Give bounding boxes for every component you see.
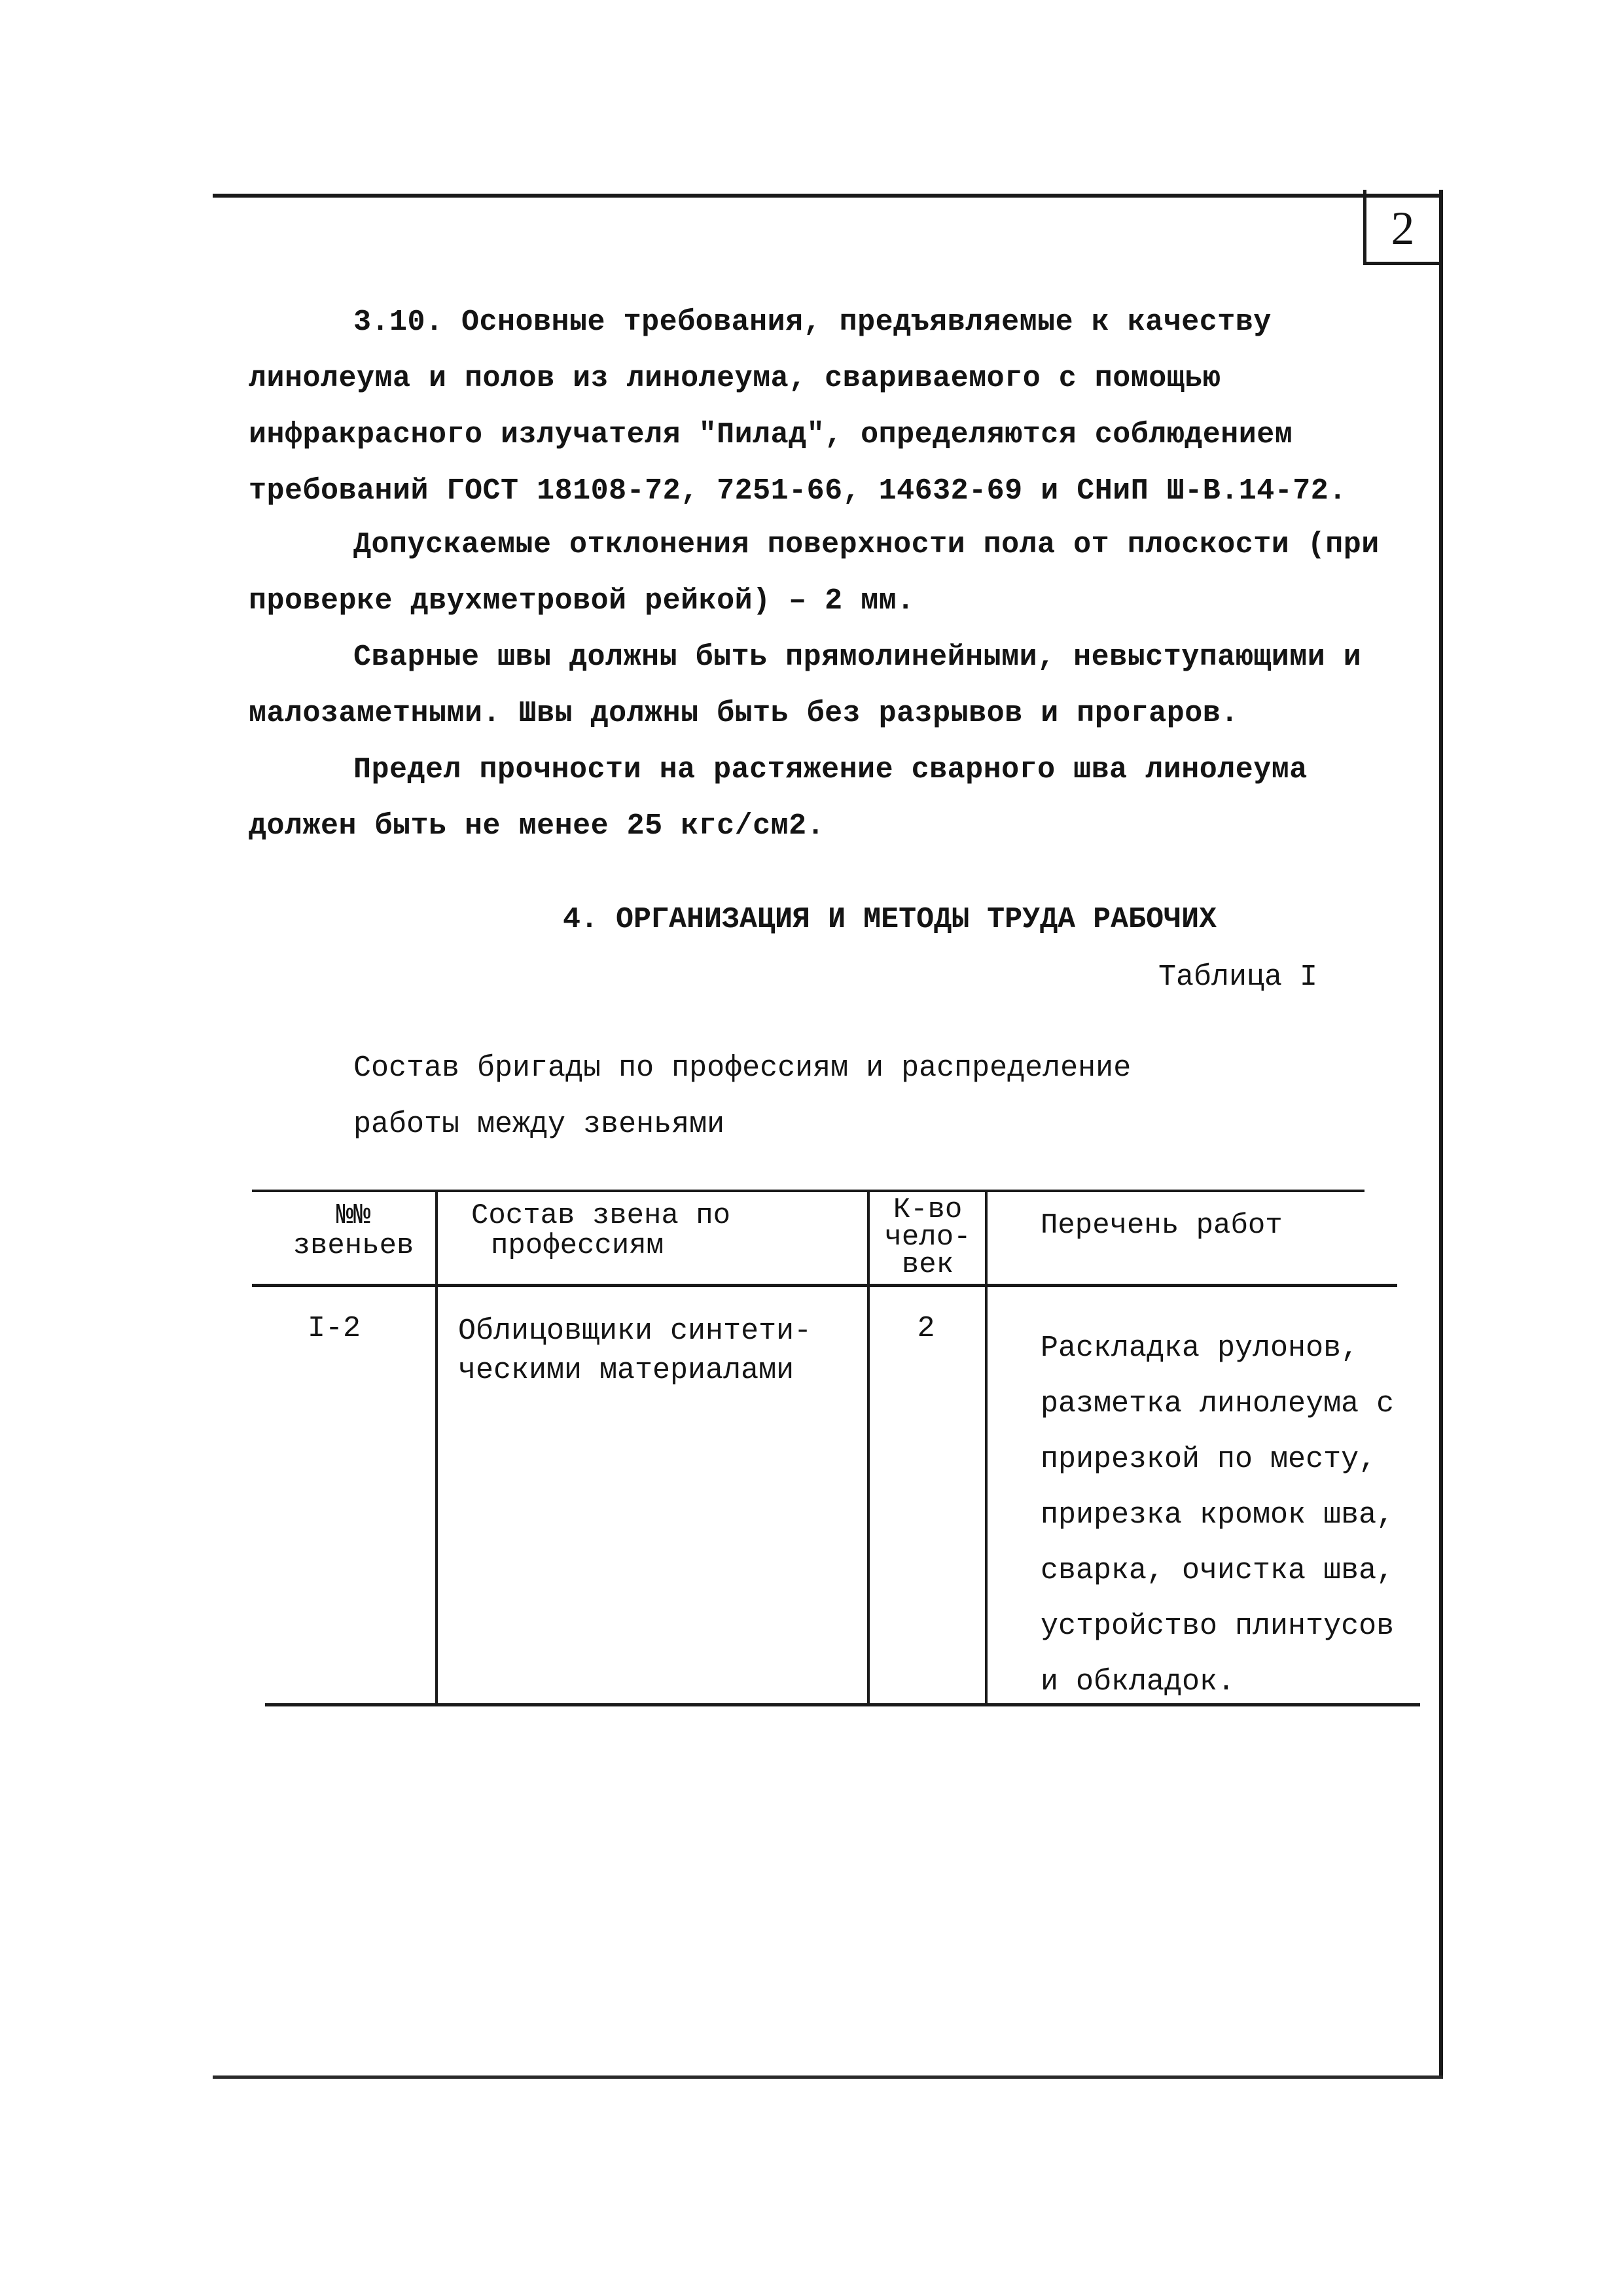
header-headcount-line-2: чело- — [884, 1221, 971, 1254]
cell-composition-line-2: ческими материалами — [458, 1354, 794, 1387]
section-heading: 4. ОРГАНИЗАЦИЯ И МЕТОДЫ ТРУДА РАБОЧИХ — [563, 903, 1217, 936]
cell-composition — [458, 1312, 857, 1390]
work-item: и обкладок. — [1041, 1665, 1236, 1699]
header-work-list: Перечень работ — [1041, 1209, 1283, 1242]
work-item: устройство плинтусов — [1041, 1610, 1395, 1643]
table-top-rule — [252, 1190, 1364, 1192]
header-unit-number-line-1: №№ — [336, 1199, 371, 1232]
table-label: Таблица I — [1158, 961, 1318, 994]
page-frame-bottom-border — [213, 2075, 1443, 2079]
page-frame-top-border — [213, 194, 1443, 198]
cell-unit-number: I-2 — [308, 1312, 361, 1345]
header-headcount — [874, 1193, 982, 1281]
page-frame-right-border — [1439, 190, 1443, 2077]
header-composition-line-1: Состав звена по — [471, 1199, 731, 1232]
paragraph-welds: Сварные швы должны быть прямолинейными, невыступающими и малозаметными. Швы должны быть без разрывов и прогаров. — [249, 641, 1362, 730]
work-item: Раскладка рулонов, — [1041, 1332, 1359, 1365]
header-headcount-line-3: век — [901, 1248, 954, 1281]
cell-headcount: 2 — [917, 1312, 935, 1345]
header-headcount-line-1: К-во — [893, 1193, 963, 1226]
paragraph-strength: Предел прочности на растяжение сварного шва линолеума должен быть не менее 25 кгс/см2. — [249, 753, 1308, 843]
table-caption-line-2: работы между звеньями — [353, 1108, 725, 1141]
paragraph-3-10: 3.10. Основные требования, предъявляемые к качеству линолеума и полов из линолеума, свариваемого с помощью инфракрасного излучателя "Пилад", определяются соблюдением требований ГОСТ 18108-72, 7251-66, 14632-69 и СНиП Ш-В.14-72. — [249, 306, 1347, 508]
table-col-divider-1 — [435, 1191, 438, 1704]
work-item: разметка линолеума с — [1041, 1387, 1395, 1421]
work-item: прирезка кромок шва, — [1041, 1498, 1395, 1532]
cell-work-list — [1041, 1320, 1433, 1710]
header-composition — [471, 1201, 851, 1261]
work-item: сварка, очистка шва, — [1041, 1554, 1395, 1587]
page-number-box — [1363, 190, 1439, 265]
table-col-divider-3 — [985, 1191, 988, 1704]
work-item: прирезкой по месту, — [1041, 1443, 1377, 1476]
header-composition-line-2: профессиям — [491, 1229, 664, 1262]
paragraph-tolerance: Допускаемые отклонения поверхности пола от плоскости (при проверке двухметровой рейкой) – 2 мм. — [249, 528, 1380, 618]
header-unit-number — [281, 1201, 425, 1261]
header-unit-number-line-2: звеньев — [293, 1229, 414, 1262]
table-header-rule — [252, 1284, 1397, 1287]
table-caption — [353, 1040, 1270, 1153]
table-caption-line-1: Состав бригады по профессиям и распределение — [353, 1051, 1132, 1085]
page-number: 2 — [1391, 202, 1415, 255]
table-col-divider-2 — [867, 1191, 870, 1704]
cell-composition-line-1: Облицовщики синтети- — [458, 1315, 812, 1348]
